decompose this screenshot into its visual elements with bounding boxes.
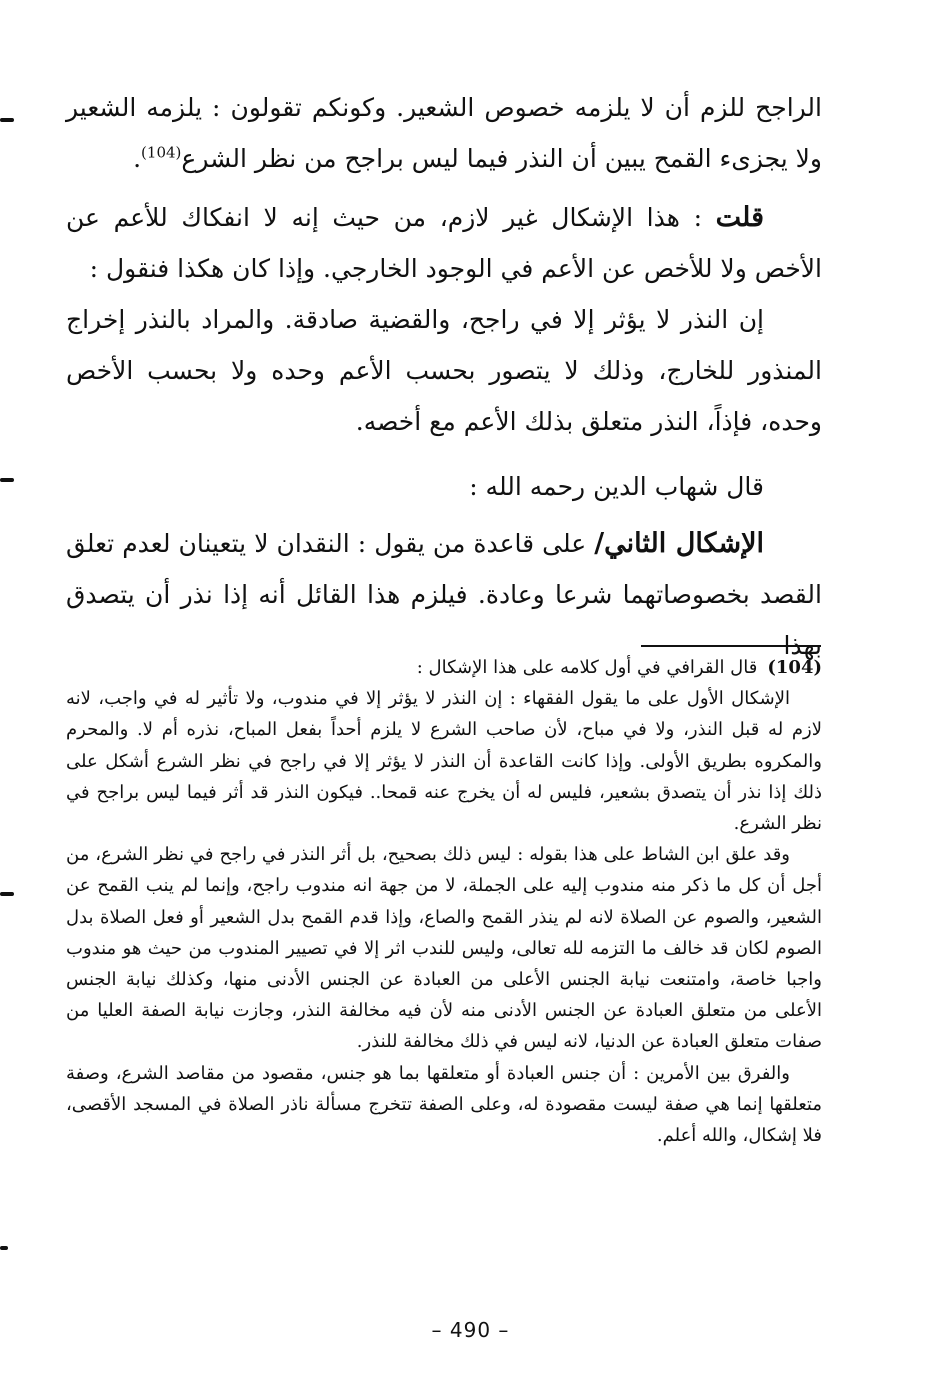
paragraph-lead: الإشكال الثاني/ xyxy=(594,528,764,559)
footnote-text: الإشكال الأول على ما يقول الفقهاء : إن النذر لا يؤثر إلا في مندوب، ولا تأثير له في واجب، لانه لازم له قبل النذر، ولا في مباح، لأن صاحب الشرع لا يلزم أحداً بفعل المباح، نذره أم لا. والمحرم والمكروه بطريق الأولى. وإذا كانت القاعدة أن النذر لا يؤثر إلا في راجح في نظر الشرع أشكل على ذلك إذا نذر أن يتصدق بشعير، فليس له أن يخرج عنه قمحا.. فيكون النذر قد أثر فيما ليس براجح في نظر الشرع. xyxy=(66,688,822,835)
body-paragraph xyxy=(66,294,822,447)
footnote-paragraph xyxy=(66,1058,822,1152)
body-text: . xyxy=(133,144,142,173)
footnote-number: (104) xyxy=(767,657,822,678)
main-body xyxy=(66,82,822,671)
body-text: : هذا الإشكال غير لازم، من حيث إنه لا انفكاك للأعم عن الأخص ولا للأخص عن الأعم في الوجود الخارجي. وإذا كان هكذا فنقول : xyxy=(66,203,822,283)
footnote-reference: (104) xyxy=(141,143,182,162)
section-heading xyxy=(66,461,822,512)
paragraph-lead: قلت xyxy=(715,202,764,233)
footnote-separator xyxy=(641,645,821,647)
body-text: على قاعدة من يقول : النقدان لا يتعينان لعدم تعلق القصد بخصوصاتهما شرعا وعادة. فيلزم هذا القائل أنه إذا نذر أن يتصدق بهذا xyxy=(66,529,822,660)
body-text: قال شهاب الدين رحمه الله : xyxy=(469,472,764,501)
footnote-text: وقد علق ابن الشاط على هذا بقوله : ليس ذلك بصحيح، بل أثر النذر في راجح في نظر الشرع، من أجل أن كل ما ذكر منه مندوب إليه على الجملة، لا من جهة انه مندوب راجح، وإنما لم ينب القمح عن الشعير، والصوم عن الصلاة لانه لم ينذر القمح والصاع، وإذا قدم القمح بدل الشعير أو فعل الصلاة بدل الصوم لكان قد خالف ما التزمه لله تعالى، وليس للندب اثر إلا في تصيير المندوب من حيث هو مندوب واجبا خاصة، وامتنعت نيابة الجنس الأعلى من العبادة عن الجنس الأدنى منها، وكذلك نيابة الجنس الأعلى من متعلق العبادة عن الجنس الأدنى منه لأن فيه مخالفة النذر، وجازت نيابة الصفة العليا من صفات متعلق العبادة عن الدنيا، لانه ليس في ذلك مخالفة للنذر. xyxy=(66,844,822,1053)
footnote-intro xyxy=(66,652,822,683)
body-text: الراجح للزم أن لا يلزمه خصوص الشعير. وكونكم تقولون : يلزمه الشعير ولا يجزىء القمح يبين أن النذر فيما ليس براجح من نظر الشرع xyxy=(66,93,822,173)
footnote-paragraph xyxy=(66,839,822,1057)
body-paragraph xyxy=(66,518,822,671)
footnote-text: والفرق بين الأمرين : أن جنس العبادة أو متعلقها بما هو جنس، مقصود من مقاصد الشرع، وصفة متعلقها إنما هي صفة ليست مقصودة له، وعلى الصفة تتخرج مسألة ناذر الصلاة في المسجد الأقصى، فلا إشكال، والله أعلم. xyxy=(66,1062,822,1147)
margin-mark xyxy=(0,892,14,896)
body-paragraph xyxy=(66,192,822,294)
margin-mark xyxy=(0,1246,8,1250)
margin-mark xyxy=(0,478,14,482)
footnote-paragraph xyxy=(66,683,822,839)
footnotes xyxy=(66,652,822,1151)
body-paragraph xyxy=(66,82,822,184)
body-text: إن النذر لا يؤثر إلا في راجح، والقضية صادقة. والمراد بالنذر إخراج المنذور للخارج، وذلك لا يتصور بحسب الأعم وحده ولا بحسب الأخص وحده، فإذاً، النذر متعلق بذلك الأعم مع أخصه. xyxy=(66,305,822,436)
margin-mark xyxy=(0,118,14,122)
page-number: – 490 – xyxy=(431,1318,510,1342)
footnote-text: قال القرافي في أول كلامه على هذا الإشكال : xyxy=(416,657,758,678)
